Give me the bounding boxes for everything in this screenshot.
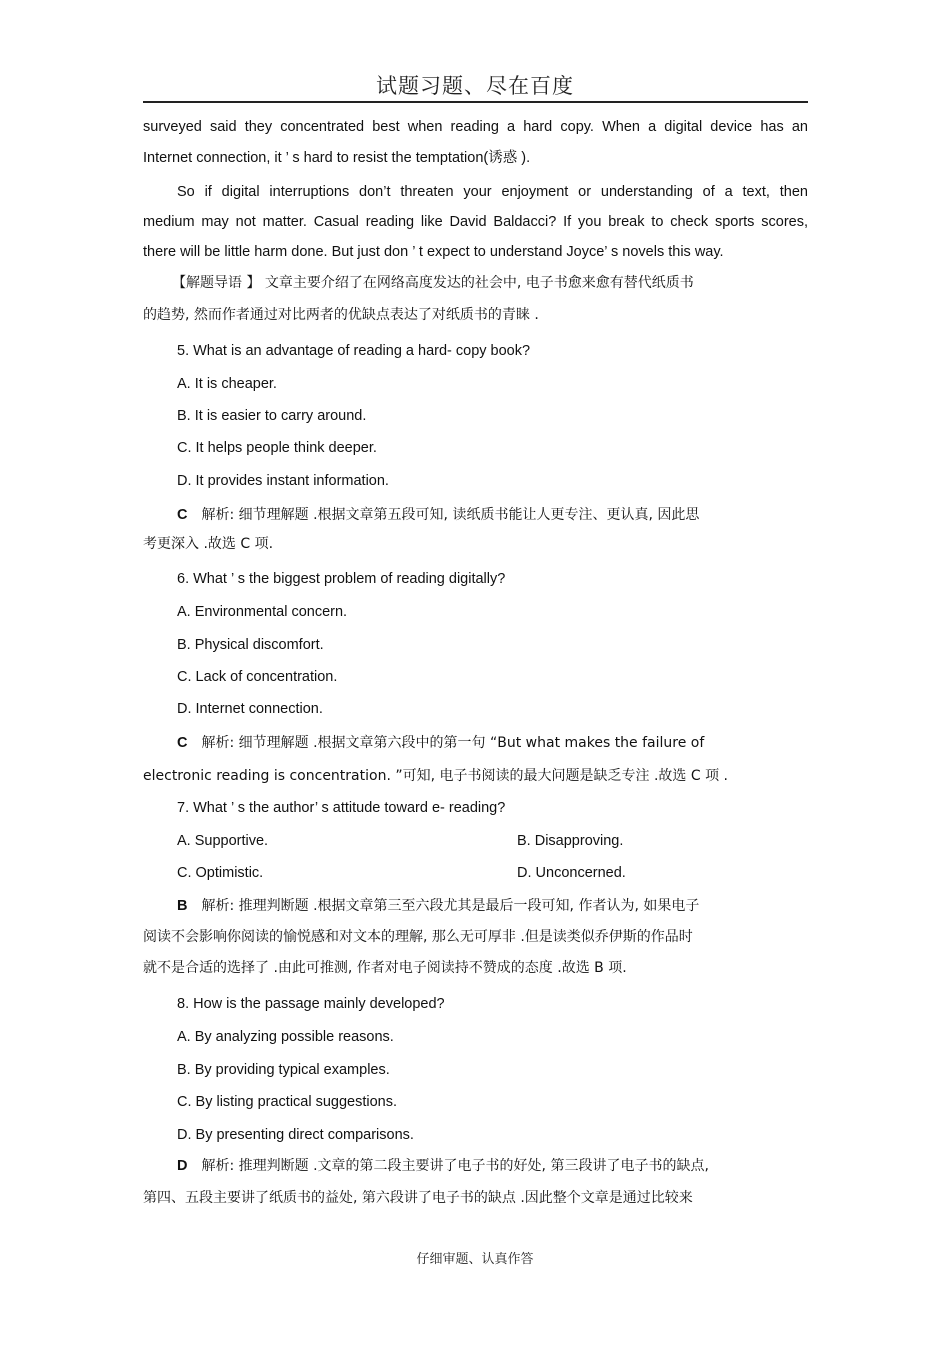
option-d: D. Internet connection. [177,701,323,717]
explanation-line [177,897,699,915]
option-d: D. Unconcerned. [517,865,626,881]
explanation-text: 解析: 细节理解题 .根据文章第五段可知, 读纸质书能让人更专注、更认真, 因此思 [201,507,700,523]
question-stem: 6. What ’ s the biggest problem of reading digitally? [177,571,506,587]
explanation-line [177,734,808,752]
page-footer: 仔细审题、认真作答 [416,1252,534,1267]
explanation-line: 考更深入 .故选 C 项. [143,536,274,552]
option-d: D. By presenting direct comparisons. [177,1127,414,1143]
option-b: B. By providing typical examples. [177,1062,390,1078]
option-a: A. By analyzing possible reasons. [177,1029,394,1045]
option-b: B. It is easier to carry around. [177,408,367,424]
explanation-line [177,506,699,524]
explanation-line [177,1157,709,1175]
option-a: A. It is cheaper. [177,376,277,392]
passage-line: Internet connection, it ’ s hard to resist the temptation(诱惑 ). [143,150,531,166]
explanation-line: 阅读不会影响你阅读的愉悦感和对文本的理解, 那么无可厚非 .但是读类似乔伊斯的作品时 [143,929,693,945]
guide-line: 的趋势, 然而作者通过对比两者的优缺点表达了对纸质书的青睐 . [143,307,539,323]
answer-letter: D [177,1158,188,1174]
question-stem: 7. What ’ s the author’ s attitude toward e- reading? [177,800,506,816]
answer-letter: C [177,507,188,523]
explanation-text: 解析: 细节理解题 .根据文章第六段中的第一句 “But what makes the failure of [201,735,705,751]
page-header-title: 试题习题、尽在百度 [376,74,574,98]
option-b: B. Disapproving. [517,833,624,849]
explanation-text: 解析: 推理判断题 .文章的第二段主要讲了电子书的好处, 第三段讲了电子书的缺点, [201,1158,709,1174]
explanation-line: 就不是合适的选择了 .由此可推测, 作者对电子阅读持不赞成的态度 .故选 B 项. [143,960,627,976]
option-c: C. Lack of concentration. [177,669,338,685]
option-c: C. Optimistic. [177,865,264,881]
answer-letter: C [177,735,188,751]
option-a: A. Supportive. [177,833,269,849]
passage-line: surveyed said they concentrated best when reading a hard copy. When a digital device has an [143,119,808,135]
explanation-line: 第四、五段主要讲了纸质书的益处, 第六段讲了电子书的缺点 .因此整个文章是通过比较来 [143,1190,693,1206]
option-c: C. By listing practical suggestions. [177,1094,398,1110]
question-stem: 8. How is the passage mainly developed? [177,996,445,1012]
guide-line: 【解题导语 】 文章主要介绍了在网络高度发达的社会中, 电子书愈来愈有替代纸质书 [172,275,694,291]
passage-line: there will be little harm done. But just don ’ t expect to understand Joyce’ s novels this way. [143,244,724,260]
answer-letter: B [177,898,188,914]
explanation-line: electronic reading is concentration. ”可知, 电子书阅读的最大问题是缺乏专注 .故选 C 项 . [143,768,728,784]
option-a: A. Environmental concern. [177,604,348,620]
explanation-text: 解析: 推理判断题 .根据文章第三至六段尤其是最后一段可知, 作者认为, 如果电子 [201,898,700,914]
option-d: D. It provides instant information. [177,473,389,489]
passage-line: medium may not matter. Casual reading like David Baldacci? If you break to check sports scores, [143,214,808,230]
option-c: C. It helps people think deeper. [177,440,377,456]
question-stem: 5. What is an advantage of reading a hard- copy book? [177,343,531,359]
passage-line: So if digital interruptions don’t threaten your enjoyment or understanding of a text, then [177,184,808,200]
option-b: B. Physical discomfort. [177,637,324,653]
header-divider [143,101,808,103]
